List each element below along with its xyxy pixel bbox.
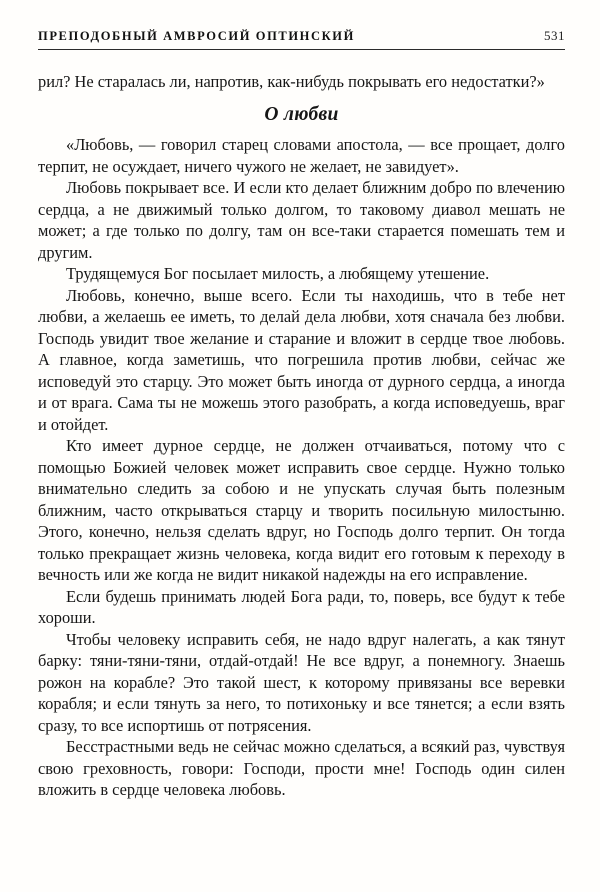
page-header <box>38 28 565 50</box>
section-title: О любви <box>264 103 339 125</box>
paragraph: Бесстрастными ведь не сейчас можно сделаться, а всякий раз, чувствуя свою греховность, говори: Господи, прости мне! Господь один силен вложить в сердце человека любовь. <box>38 737 565 799</box>
paragraph: Трудящемуся Бог посылает милость, а любящему утешение. <box>66 264 490 283</box>
paragraph: Чтобы человеку исправить себя, не надо вдруг налегать, а как тянут барку: тяни-тяни-тяни, отдай-отдай! Не все вдруг, а понемногу. Знаешь рожон на корабле? Это такой шест, к которому привязаны все веревки корабля; и если тянуть за него, то потихоньку и все тянется; а если взять сразу, то все испортишь от потрясения. <box>38 629 565 735</box>
paragraph: Любовь покрывает все. И если кто делает ближним добро по влечению сердца, а не движимый только долгом, то таковому диавол мешать не может; а где только по долгу, там он все-таки старается помешать тем и другим. <box>38 178 565 262</box>
paragraph-continuation: рил? Не старалась ли, напротив, как-нибудь покрывать его недостатки?» <box>38 72 545 91</box>
paragraph: Если будешь принимать людей Бога ради, то, поверь, все будут к тебе хороши. <box>38 586 565 627</box>
paragraph: «Любовь, — говорил старец словами апостола, — все прощает, долго терпит, не осуждает, ничего чужого не желает, не завидует». <box>38 135 565 176</box>
paragraph: Любовь, конечно, выше всего. Если ты находишь, что в тебе нет любви, а желаешь ее иметь, то делай дела любви, хотя сначала без любви. Господь увидит твое желание и старание и вложит в сердце твое любовь. А главное, когда заметишь, что погрешила против любви, сейчас же исповедуй это старцу. Это может быть иногда от дурного сердца, а иногда и от врага. Сама ты не можешь этого разобрать, а когда исповедуешь, враг и отойдет. <box>38 285 565 434</box>
paragraph: Кто имеет дурное сердце, не должен отчаиваться, потому что с помощью Божией человек может исправить свое сердце. Нужно только внимательно следить за собою и не упускать случая быть полезным ближним, часто открываться старцу и творить посильную милостыню. Этого, конечно, нельзя сделать вдруг, но Господь долго терпит. Он тогда только прекращает жизнь человека, когда видит его готовым к переходу в вечность или же когда не видит никакой надежды на его исправление. <box>38 436 565 584</box>
page-number: 531 <box>544 28 565 43</box>
page-body <box>38 71 565 801</box>
running-title: ПРЕПОДОБНЫЙ АМВРОСИЙ ОПТИНСКИЙ <box>38 29 355 43</box>
